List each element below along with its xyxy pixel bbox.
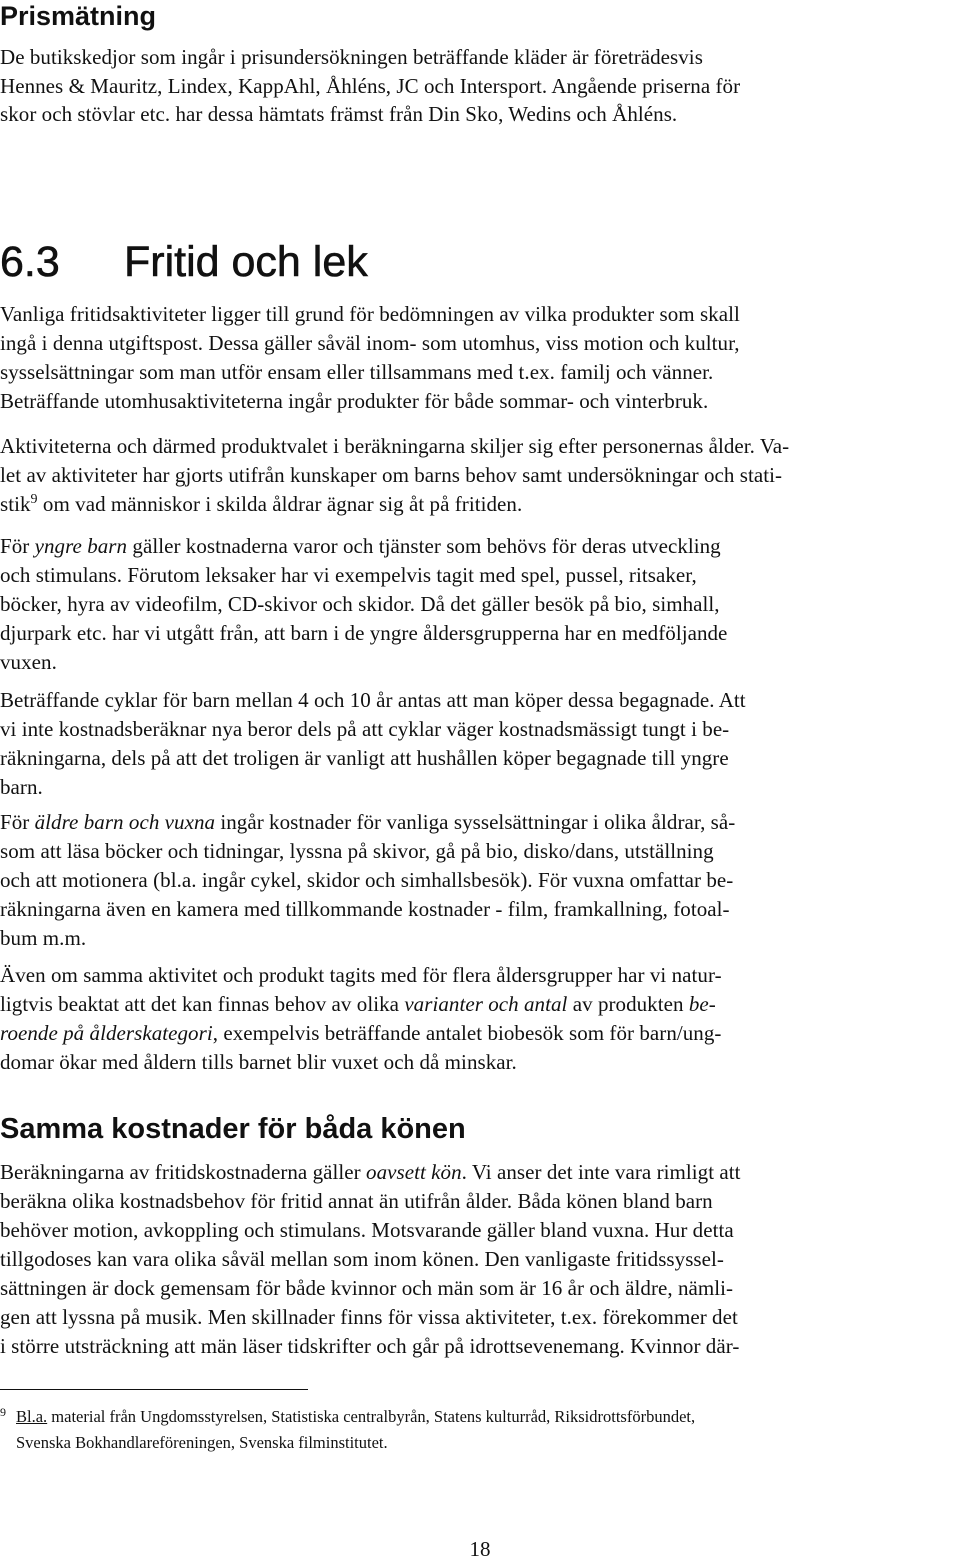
text-line: och att motionera (bl.a. ingår cykel, skidor och simhallsbesök). För vuxna omfattar be- (0, 868, 734, 892)
section-heading (0, 236, 368, 288)
text-line: Svenska Bokhandlareföreningen, Svenska filminstitutet. (16, 1433, 388, 1452)
text-line (0, 1404, 960, 1430)
text-line: Även om samma aktivitet och produkt tagits med för flera åldersgrupper har vi natur- (0, 963, 722, 987)
text-span: om vad människor i skilda åldrar ägnar sig åt på fritiden. (37, 492, 523, 516)
text-span: gäller kostnaderna varor och tjänster som behövs för deras utveckling (127, 534, 721, 558)
paragraph-aven (0, 961, 960, 1077)
paragraph-aktiviteterna (0, 432, 960, 519)
text-line: gen att lyssna på musik. Men skillnader finns för vissa aktiviteter, t.ex. förekommer det (0, 1305, 738, 1329)
text-line (0, 532, 960, 561)
text-line (0, 1019, 960, 1048)
text-line: De butikskedjor som ingår i prisundersökningen beträffande kläder är företrädesvis (0, 45, 703, 69)
text-line: bum m.m. (0, 926, 87, 950)
text-line: vi inte kostnadsberäknar nya beror dels på att cyklar väger kostnadsmässigt tungt i be- (0, 717, 730, 741)
footnote-separator (0, 1389, 308, 1390)
text-line: i större utsträckning att män läser tidskrifter och går på idrottsevenemang. Kvinnor där- (0, 1334, 740, 1358)
text-line: beräkna olika kostnadsbehov för fritid annat än utifrån ålder. Båda könen bland barn (0, 1189, 713, 1213)
text-line: ingå i denna utgiftspost. Dessa gäller såväl inom- som utomhus, viss motion och kultur, (0, 331, 740, 355)
text-line: räkningarna även en kamera med tillkommande kostnader - film, framkallning, fotoal- (0, 897, 730, 921)
heading-samma-kostnader: Samma kostnader för båda könen (0, 1113, 466, 1145)
text-line: räkningarna, dels på att det troligen är vanligt att hushållen köper begagnade till yngre (0, 746, 729, 770)
emphasis: varianter och antal (404, 992, 568, 1016)
text-span: , exempelvis beträffande antalet biobesök som för barn/ung- (212, 1021, 722, 1045)
text-line: Hennes & Mauritz, Lindex, KappAhl, Åhléns, JC och Intersport. Angående priserna för (0, 73, 741, 98)
footnote-link[interactable]: Bl.a. (16, 1407, 48, 1426)
page-number: 18 (469, 1537, 491, 1561)
text-line: barn. (0, 775, 43, 799)
text-line: vuxen. (0, 650, 57, 674)
text-line: sättningen är dock gemensam för både kvinnor och män som är 16 år och äldre, nämli- (0, 1276, 734, 1300)
text-line: Vanliga fritidsaktiviteter ligger till grund för bedömningen av vilka produkter som skall (0, 302, 740, 326)
paragraph-prismatning (0, 43, 960, 129)
text-line: böcker, hyra av videofilm, CD-skivor och skidor. Då det gäller besök på bio, simhall, (0, 592, 720, 616)
emphasis: yngre barn (34, 534, 128, 558)
paragraph-yngre-barn (0, 532, 960, 677)
footnote-mark: 9 (0, 1405, 6, 1419)
text-span: För (0, 534, 35, 558)
text-line: djurpark etc. har vi utgått från, att barn i de yngre åldersgrupperna har en medföljande (0, 621, 728, 645)
text-line: Aktiviteterna och därmed produktvalet i beräkningarna skiljer sig efter personernas ålder. Va- (0, 434, 790, 458)
text-line: behöver motion, avkoppling och stimulans. Motsvarande gäller bland vuxna. Hur detta (0, 1218, 734, 1242)
text-span: . Vi anser det inte vara rimligt att (461, 1160, 741, 1184)
heading-prismatning: Prismätning (0, 1, 157, 31)
paragraph-cyklar (0, 686, 960, 802)
emphasis: oavsett kön (366, 1160, 462, 1184)
text-line: sysselsättningar som man utför ensam eller tillsammans med t.ex. familj och vänner. (0, 360, 714, 384)
text-line: som att läsa böcker och tidningar, lyssna på skivor, gå på bio, disko/dans, utställning (0, 839, 714, 863)
footnote (0, 1404, 960, 1456)
text-line (0, 1158, 960, 1187)
text-line: och stimulans. Förutom leksaker har vi exempelvis tagit med spel, pussel, ritsaker, (0, 563, 697, 587)
emphasis: be- (688, 992, 716, 1016)
paragraph-intro (0, 300, 960, 416)
text-span: Beräkningarna av fritidskostnaderna gäller (0, 1160, 367, 1184)
text-line: domar ökar med åldern tills barnet blir vuxet och då minskar. (0, 1050, 517, 1074)
section-title: Fritid och lek (124, 238, 368, 286)
paragraph-oavsett-kon (0, 1158, 960, 1361)
emphasis: roende på ålderskategori (0, 1021, 213, 1045)
text-line (0, 490, 960, 519)
text-span: För (0, 810, 35, 834)
text-line: Beträffande cyklar för barn mellan 4 och 10 år antas att man köper dessa begagnade. Att (0, 688, 746, 712)
text-span: stik (0, 492, 31, 516)
text-line (0, 990, 960, 1019)
paragraph-aldre-barn (0, 808, 960, 953)
text-line: let av aktiviteter har gjorts utifrån kunskaper om barns behov samt undersökningar och stati- (0, 463, 783, 487)
text-span: ligtvis beaktat att det kan finnas behov av olika (0, 992, 405, 1016)
section-number: 6.3 (0, 238, 60, 286)
footnote-reference[interactable]: 9 (30, 492, 38, 507)
text-span: material från Ungdomsstyrelsen, Statistiska centralbyrån, Statens kulturråd, Riksidrottsförbundet, (47, 1407, 696, 1426)
emphasis: äldre barn och vuxna (34, 810, 216, 834)
text-span: av produkten (567, 992, 689, 1016)
text-line: skor och stövlar etc. har dessa hämtats främst från Din Sko, Wedins och Åhléns. (0, 102, 678, 126)
text-line (0, 808, 960, 837)
text-span: ingår kostnader för vanliga sysselsättningar i olika åldrar, så- (215, 810, 736, 834)
text-line: Beträffande utomhusaktiviteterna ingår produkter för både sommar- och vinterbruk. (0, 389, 709, 413)
text-line: tillgodoses kan vara olika såväl mellan som inom könen. Den vanligaste fritidssyssel- (0, 1247, 724, 1271)
